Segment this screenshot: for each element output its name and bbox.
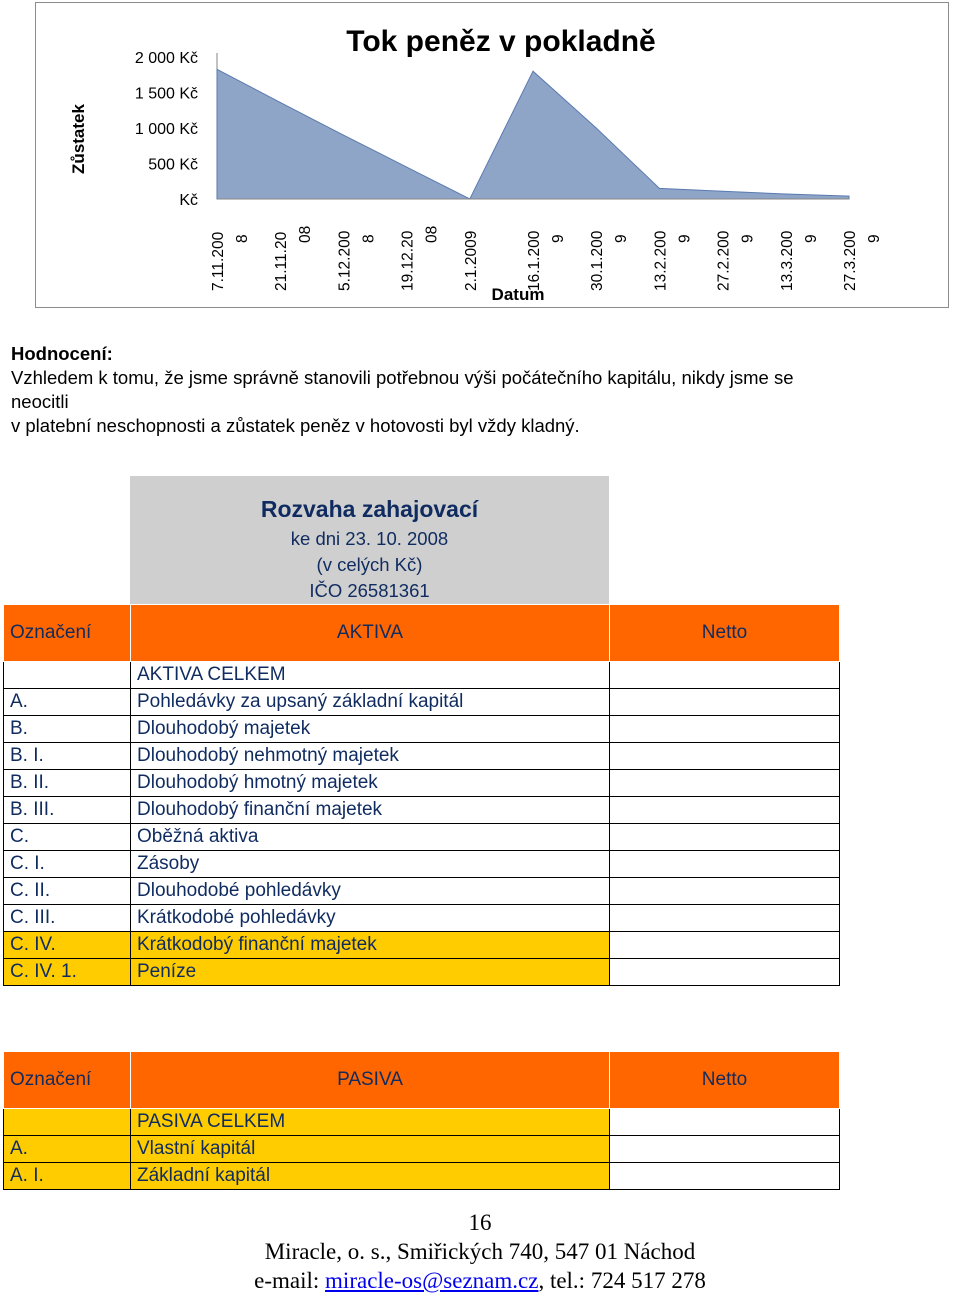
x-tick-label: 5.12.200 8 [336, 230, 378, 291]
data-point [596, 128, 597, 129]
evaluation-line: neocitli [11, 391, 69, 412]
row-name: Zásoby [131, 851, 610, 878]
header-oznaceni: Označení [4, 605, 131, 662]
data-point [659, 188, 660, 189]
y-tick-label: Kč [179, 192, 198, 209]
x-tick-label: 30.1.200 9 [589, 230, 631, 291]
footer-address: Miracle, o. s., Smiřických 740, 547 01 Náchod [264, 1239, 696, 1264]
footer-email-link[interactable]: miracle-os@seznam.cz [325, 1268, 539, 1293]
row-netto [610, 689, 840, 716]
table-row [4, 1136, 957, 1163]
x-tick-label: 13.2.200 9 [652, 230, 694, 291]
row-netto [610, 959, 840, 986]
row-name: Peníze [131, 959, 610, 986]
row-name: Krátkodobý finanční majetek [131, 932, 610, 959]
row-oznaceni [4, 1109, 131, 1136]
row-name: Krátkodobé pohledávky [131, 905, 610, 932]
row-netto [610, 851, 840, 878]
row-oznaceni: C. III. [4, 905, 131, 932]
row-netto [610, 743, 840, 770]
x-tick-label: 2.1.2009 [462, 230, 480, 291]
evaluation-line: Vzhledem k tomu, že jsme správně stanovili potřebnou výši počátečního kapitálu, nikdy jsme se [11, 367, 794, 388]
chart-title: Tok peněz v pokladně [346, 25, 656, 58]
row-name: Dlouhodobý hmotný majetek [131, 770, 610, 797]
y-tick-label: 1 500 Kč [134, 85, 198, 103]
pasiva-table [3, 1051, 957, 1190]
row-netto [610, 932, 840, 959]
row-oznaceni: A. I. [4, 1163, 131, 1190]
table-row [4, 743, 957, 770]
row-netto [610, 1136, 840, 1163]
balance-sheet-ico: IČO 26581361 [309, 580, 430, 601]
table-row [4, 770, 957, 797]
balance-sheet-date: ke dni 23. 10. 2008 [290, 528, 449, 549]
table-row [4, 824, 957, 851]
header-netto: Netto [610, 605, 840, 662]
footer-email-prefix: e-mail: [254, 1268, 326, 1293]
data-point [280, 102, 281, 103]
table-row [4, 689, 957, 716]
row-netto [610, 1163, 840, 1190]
row-name: Oběžná aktiva [131, 824, 610, 851]
x-tick-label: 13.3.200 9 [778, 230, 820, 291]
header-netto: Netto [610, 1052, 840, 1109]
row-oznaceni: C. II. [4, 878, 131, 905]
page-number: 16 [468, 1210, 492, 1235]
row-oznaceni: A. [4, 1136, 131, 1163]
row-oznaceni: C. [4, 824, 131, 851]
footer-phone: , tel.: 724 517 278 [538, 1268, 706, 1293]
table-row [4, 932, 957, 959]
row-name: Dlouhodobé pohledávky [131, 878, 610, 905]
evaluation-heading: Hodnocení: [11, 343, 113, 364]
pasiva-header-row [4, 1052, 957, 1109]
table-row [4, 905, 957, 932]
table-row [4, 716, 957, 743]
evaluation-section [11, 342, 941, 438]
row-oznaceni: B. I. [4, 743, 131, 770]
table-row [4, 959, 957, 986]
row-name: Dlouhodobý majetek [131, 716, 610, 743]
row-netto [610, 878, 840, 905]
balance-area-series [217, 69, 849, 199]
footer-contact [0, 1268, 960, 1294]
aktiva-table [3, 604, 957, 986]
row-oznaceni: C. IV. [4, 932, 131, 959]
y-tick-label: 500 Kč [148, 156, 198, 174]
table-row [4, 662, 957, 689]
chart-ylabel: Zůstatek [69, 104, 88, 174]
row-oznaceni: B. II. [4, 770, 131, 797]
data-point [533, 71, 534, 72]
row-oznaceni: C. IV. 1. [4, 959, 131, 986]
table-row [4, 851, 957, 878]
x-tick-label: 27.2.200 9 [715, 230, 757, 291]
row-name: Základní kapitál [131, 1163, 610, 1190]
x-tick-label: 7.11.200 8 [210, 231, 251, 291]
row-oznaceni: A. [4, 689, 131, 716]
row-netto [610, 824, 840, 851]
row-name: PASIVA CELKEM [131, 1109, 610, 1136]
balance-sheet-units: (v celých Kč) [316, 554, 423, 575]
data-point [217, 69, 218, 70]
row-name: Dlouhodobý nehmotný majetek [131, 743, 610, 770]
data-point [406, 167, 407, 168]
row-netto [610, 905, 840, 932]
y-tick-label: 2 000 Kč [134, 50, 198, 67]
row-netto [610, 770, 840, 797]
row-oznaceni: B. III. [4, 797, 131, 824]
data-point [343, 135, 344, 136]
row-name: AKTIVA CELKEM [131, 662, 610, 689]
table-row [4, 1109, 957, 1136]
row-name: Pohledávky za upsaný základní kapitál [131, 689, 610, 716]
header-pasiva: PASIVA [131, 1052, 610, 1109]
balance-sheet-header [130, 476, 609, 604]
evaluation-line: v platební neschopnosti a zůstatek peněz v hotovosti byl vždy kladný. [11, 415, 580, 436]
header-aktiva: AKTIVA [131, 605, 610, 662]
row-oznaceni [4, 662, 131, 689]
row-netto [610, 797, 840, 824]
data-point [722, 191, 723, 192]
table-row [4, 797, 957, 824]
data-point [785, 194, 786, 195]
cash-flow-chart [35, 2, 949, 308]
row-name: Vlastní kapitál [131, 1136, 610, 1163]
row-oznaceni: C. I. [4, 851, 131, 878]
row-netto [610, 716, 840, 743]
chart-xlabel: Datum [491, 285, 545, 304]
row-netto [610, 1109, 840, 1136]
row-oznaceni: B. [4, 716, 131, 743]
table-row [4, 1163, 957, 1190]
y-tick-label: 1 000 Kč [134, 121, 198, 138]
x-tick-label: 16.1.200 9 [526, 230, 567, 291]
table-row [4, 878, 957, 905]
x-tick-label: 21.11.20 08 [273, 225, 315, 291]
x-tick-label: 19.12.20 08 [399, 225, 441, 291]
x-tick-label: 27.3.200 9 [842, 230, 883, 291]
data-point [849, 196, 850, 197]
row-name: Dlouhodobý finanční majetek [131, 797, 610, 824]
aktiva-header-row [4, 605, 957, 662]
header-oznaceni: Označení [4, 1052, 131, 1109]
row-netto [610, 662, 840, 689]
chart-svg [36, 3, 948, 307]
balance-sheet-title: Rozvaha zahajovací [260, 496, 479, 522]
